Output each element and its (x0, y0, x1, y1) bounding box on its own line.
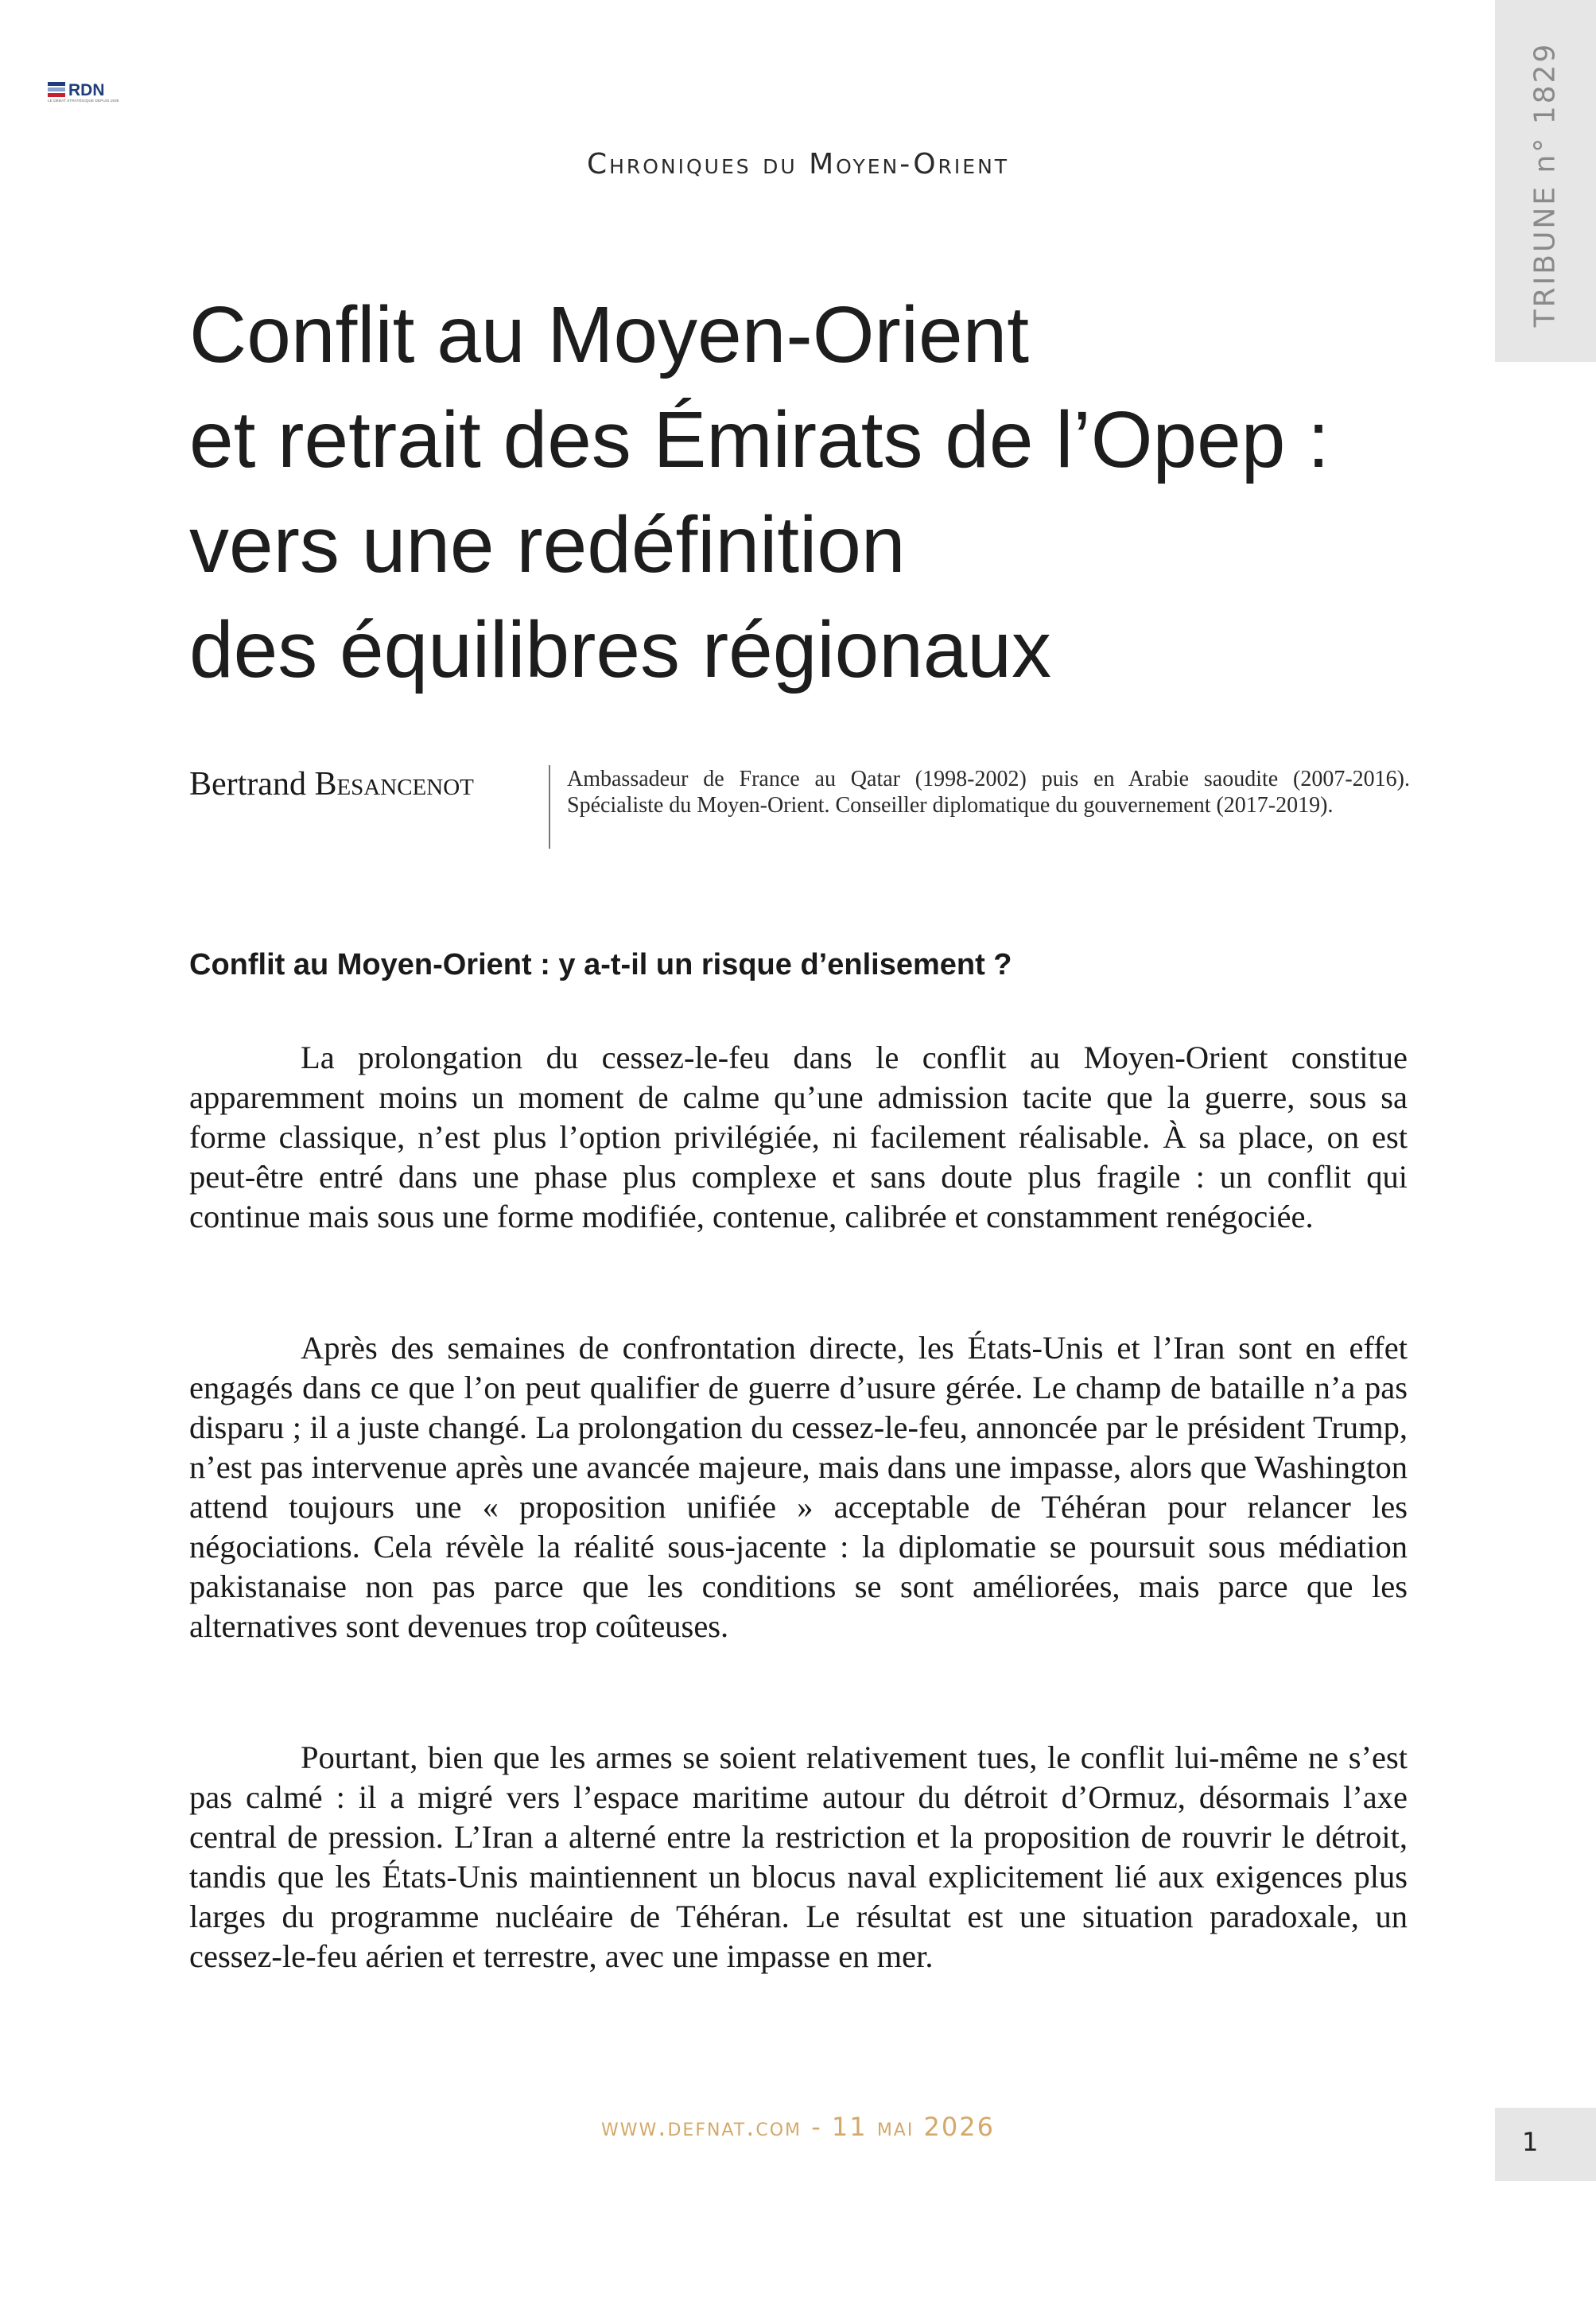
author-first-name: Bertrand (189, 766, 306, 803)
body-paragraph: Pourtant, bien que les armes se soient relativement tues, le conflit lui-même ne s’est pas calmé : il a migré vers l’espace maritime autour du détroit d’Ormuz, désormais l’axe central de pression. L’Iran a alterné entre la restriction et la proposition de rouvrir le détroit, tandis que les États-Unis maintiennent un blocus naval explicitement lié aux exigences plus larges du programme nucléaire de Téhéran. Le résultat est une situation paradoxale, un cessez-le-feu aérien et terrestre, avec une impasse en mer. (189, 1739, 1408, 1974)
title-line: vers une redéfinition (189, 500, 906, 589)
author-bio: Ambassadeur de France au Qatar (1998-2002) puis en Arabie saoudite (2007-2016). Spécialiste du Moyen-Orient. Conseiller diplomatique du gouvernement (2017-2019). (567, 767, 1410, 818)
title-line: et retrait des Émirats de l’Opep : (189, 395, 1330, 484)
rdn-logo-mark (48, 80, 142, 103)
tribune-tab (1495, 0, 1596, 362)
section-title: Conflit au Moyen-Orient : y a-t-il un risque d’enlisement ? (189, 948, 1012, 981)
page-number-tab (1495, 2108, 1596, 2181)
body-paragraph: Après des semaines de confrontation directe, les États-Unis et l’Iran sont en effet engagés dans ce que l’on peut qualifier de guerre d’usure gérée. Le champ de bataille n’a pas disparu ; il a juste changé. La prolongation du cessez-le-feu, annoncée par le président Trump, n’est pas intervenue après une avancée majeure, mais dans une impasse, alors que Washington attend toujours une « proposition unifiée » acceptable de Téhéran pour relancer les négociations. Cela révèle la réalité sous-jacente : la diplomatie se poursuit sous médiation pakistanaise non pas parce que les conditions se sont améliorées, mais parce que les alternatives sont devenues trop coûteuses. (189, 1330, 1408, 1644)
page-number: 1 (1522, 2127, 1539, 2157)
running-head: Chroniques du Moyen-Orient (586, 148, 1010, 181)
author-divider (549, 765, 550, 849)
author-name (189, 765, 474, 803)
svg-text:LE DÉBAT STRATÉGIQUE DEPUIS 19: LE DÉBAT STRATÉGIQUE DEPUIS 1939 (48, 99, 119, 103)
rdn-logo[interactable] (48, 80, 142, 103)
footer-url-date[interactable]: www.defnat.com - 11 mai 2026 (601, 2112, 995, 2142)
article-title (189, 282, 1330, 702)
title-line: des équilibres régionaux (189, 605, 1052, 694)
title-line: Conflit au Moyen-Orient (189, 290, 1030, 379)
svg-text:RDN: RDN (68, 81, 105, 99)
body-paragraph: La prolongation du cessez-le-feu dans le conflit au Moyen-Orient constitue apparemment moins un moment de calme qu’une admission tacite que la guerre, sous sa forme classique, n’est plus l’option privilégiée, ni facilement réalisable. À sa place, on est peut-être entré dans une phase plus complexe et sans doute plus fragile : un conflit qui continue mais sous une forme modifiée, contenue, calibrée et constamment renégociée. (189, 1040, 1408, 1234)
tribune-number: TRIBUNE n° 1829 (1528, 41, 1562, 328)
author-last-name: Besancenot (314, 766, 474, 803)
